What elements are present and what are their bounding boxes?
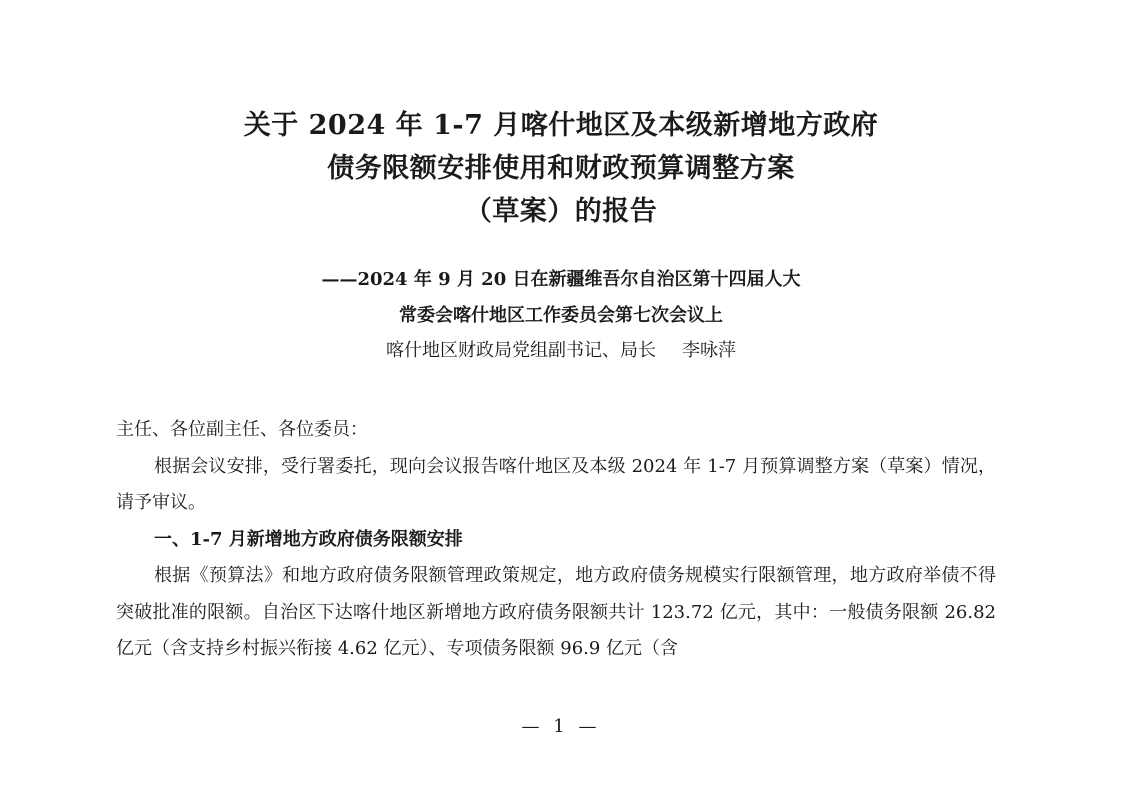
title-line-3: （草案）的报告	[464, 196, 658, 227]
subtitle-line-1: ——2024 年 9 月 20 日在新疆维吾尔自治区第十四届人大	[321, 269, 801, 290]
reporter-byline	[0, 334, 1122, 368]
title-line-1: 关于 2024 年 1-7 月喀什地区及本级新增地方政府	[243, 110, 879, 141]
report-title	[0, 104, 1122, 233]
body-paragraph: 根据《预算法》和地方政府债务限额管理政策规定，地方政府债务规模实行限额管理，地方政府举债不得突破批准的限额。自治区下达喀什地区新增地方政府债务限额共计 123.72 亿元，其中：一般债务限额 26.82 亿元（含支持乡村振兴衔接 4.62 亿元）、专项债务限额 96.9 亿元（含	[116, 565, 996, 659]
reporter-position: 喀什地区财政局党组副书记、局长	[386, 340, 656, 361]
subtitle-line-2: 常委会喀什地区工作委员会第七次会议上	[399, 305, 723, 326]
meeting-subtitle	[0, 262, 1122, 368]
salutation: 主任、各位副主任、各位委员：	[116, 419, 368, 440]
reporter-name: 李咏萍	[682, 340, 736, 361]
page-number: — 1 —	[521, 716, 601, 737]
title-line-2: 债务限额安排使用和财政预算调整方案	[327, 153, 795, 184]
report-body	[116, 412, 996, 668]
section-heading: 一、1-7 月新增地方政府债务限额安排	[154, 528, 463, 550]
intro-paragraph: 根据会议安排，受行署委托，现向会议报告喀什地区及本级 2024 年 1-7 月预算调整方案（草案）情况，请予审议。	[116, 455, 996, 513]
